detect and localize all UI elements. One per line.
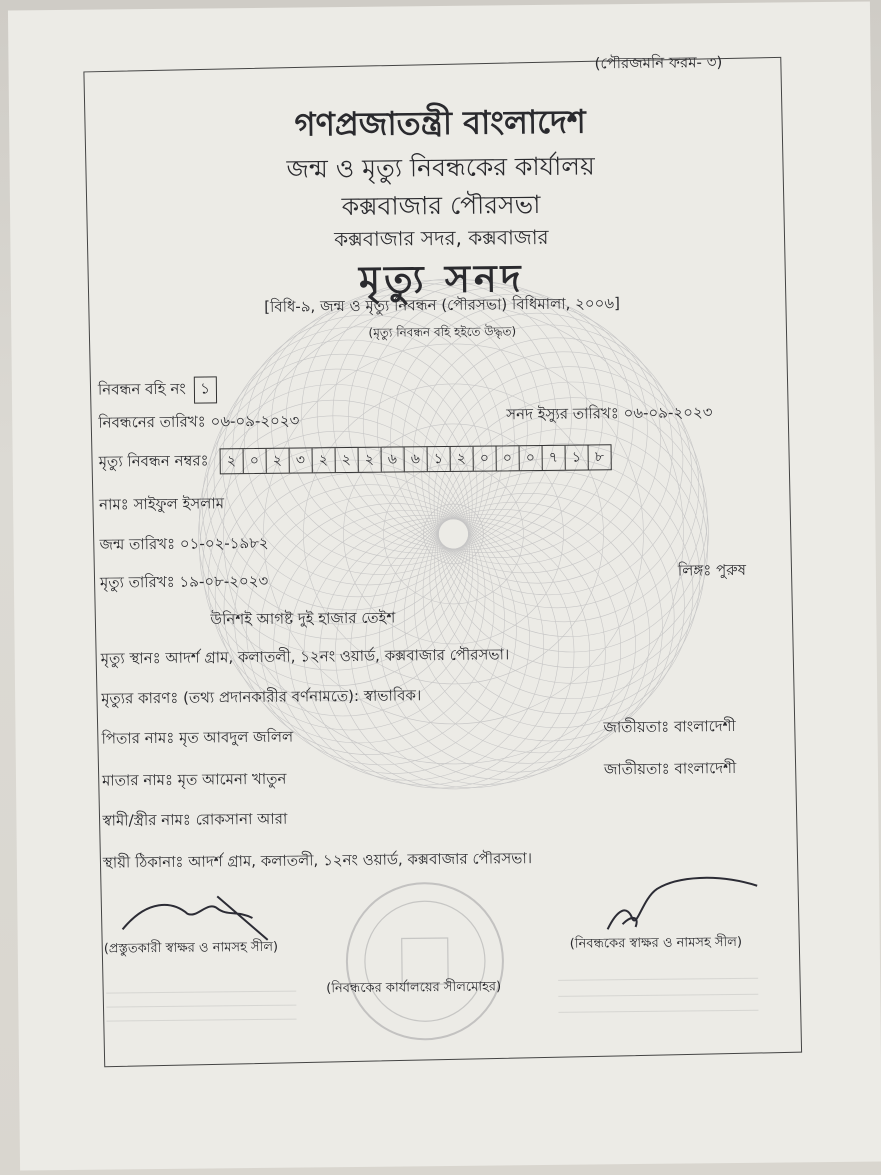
reg-digit-box: ০ [519, 446, 542, 470]
reg-digit-box: ৩ [289, 448, 312, 472]
reg-date-label: নিবন্ধনের তারিখঃ [98, 412, 206, 432]
reg-digit-box: ১ [565, 445, 588, 469]
birth-date-value: ০১-০২-১৯৮২ [179, 533, 269, 553]
issue-date-row [506, 401, 712, 428]
father-nationality-row [603, 715, 736, 741]
death-date-value: ১৯-০৮-২০২৩ [179, 571, 269, 591]
death-reg-no-digits [219, 444, 611, 474]
address-value: আদর্শ গ্রাম, কলাতলী, ১২নং ওয়ার্ড, কক্সবাজার পৌরসভা। [188, 849, 533, 871]
reg-digit-box: ০ [243, 449, 266, 473]
spouse-value: রোকসানা আরা [195, 809, 288, 829]
rule-reference: [বিধি-৯, জন্ম ও মৃত্যু নিবন্ধন (পৌরসভা) বিধিমালা, ২০০৬] [264, 294, 621, 316]
reg-digit-box: ৬ [404, 447, 427, 471]
father-label: পিতার নামঃ [101, 728, 175, 748]
registrar-seal-impression [558, 968, 759, 1030]
reg-digit-box: ৮ [594, 449, 605, 466]
sex-row [678, 559, 746, 585]
sex-label: লিঙ্গঃ [677, 561, 712, 580]
cause-value: স্বাভাবিক। [363, 686, 422, 705]
preparer-seal-impression [106, 983, 297, 1035]
registrar-signature [597, 868, 768, 940]
name-value: সাইফুল ইসলাম [133, 494, 225, 514]
book-no-value: ১ [193, 376, 216, 403]
country-name: গণপ্রজাতন্ত্রী বাংলাদেশ [294, 102, 586, 144]
mother-nationality-label: জাতীয়তাঃ [603, 759, 670, 779]
name-label: নামঃ [99, 495, 129, 514]
reg-digit-box: ২ [358, 448, 381, 472]
sex-value: পুরুষ [715, 560, 747, 580]
preparer-signature-caption: (প্রস্তুতকারী স্বাক্ষর ও নামসহ সীল) [103, 939, 279, 957]
extract-note: (মৃত্যু নিবন্ধন বহি হইতে উদ্ধৃত) [368, 324, 517, 340]
reg-digit-box: ২ [220, 449, 243, 473]
reg-digit-box: ২ [266, 449, 289, 473]
name-row [99, 492, 224, 518]
reg-digit-box: ২ [335, 448, 358, 472]
issue-date-label: সনদ ইস্যুর তারিখঃ [506, 404, 619, 424]
office-seal-caption: (নিবন্ধকের কার্যালয়ের সীলমোহর) [326, 979, 502, 997]
cause-row [101, 684, 421, 712]
mother-nationality-value: বাংলাদেশী [674, 758, 737, 778]
father-row [101, 726, 293, 753]
father-nationality-label: জাতীয়তাঃ [603, 717, 670, 737]
reg-date-value: ০৬-০৯-২০২৩ [210, 411, 300, 431]
reg-digit-box: ২ [450, 447, 473, 471]
death-place-label: মৃত্যু স্থানঃ [100, 648, 161, 668]
reg-digit-box: ২ [312, 448, 335, 472]
cause-label: মৃত্যুর কারণঃ (তথ্য প্রদানকারীর বর্ণনামতে): [101, 686, 360, 708]
reg-digit-box: ১ [427, 447, 450, 471]
death-reg-no-label: মৃত্যু নিবন্ধন নম্বরঃ [98, 451, 209, 471]
death-place-row [101, 643, 510, 672]
office-seal-stamp [339, 875, 511, 1047]
certificate-title: মৃত্যু সনদ [358, 256, 525, 302]
book-no-row [98, 376, 217, 404]
mother-nationality-row [604, 757, 737, 783]
district-name: কক্সবাজার সদর, কক্সবাজার [334, 224, 549, 252]
reg-digit-box: ০ [496, 446, 519, 470]
mother-row [102, 768, 287, 795]
death-date-in-words: উনিশই আগষ্ট দুই হাজার তেইশ [210, 608, 396, 629]
death-date-label: মৃত্যু তারিখঃ [99, 572, 175, 592]
reg-digit-box: ৬ [381, 447, 404, 471]
address-label: স্থায়ী ঠিকানাঃ [102, 852, 184, 872]
certificate-paper [8, 2, 881, 1171]
father-nationality-value: বাংলাদেশী [673, 716, 736, 736]
reg-digit-box: ৭ [542, 446, 565, 470]
death-place-value: আদর্শ গ্রাম, কলাতলী, ১২নং ওয়ার্ড, কক্সবাজার পৌরসভা। [165, 645, 510, 667]
issue-date-value: ০৬-০৯-২০২৩ [623, 403, 713, 423]
address-row [103, 847, 532, 876]
mother-value: মৃত আমেনা খাতুন [177, 769, 287, 789]
mother-label: মাতার নামঃ [101, 770, 174, 790]
book-no-label: নিবন্ধন বহি নং [97, 379, 186, 399]
death-reg-no-row [99, 444, 612, 475]
birth-date-row [99, 532, 268, 559]
spouse-label: স্বামী/স্ত্রীর নামঃ [102, 810, 191, 830]
reg-digit-box: ০ [473, 446, 496, 470]
reg-date-row [98, 410, 299, 437]
registrar-signature-caption: (নিবন্ধকের স্বাক্ষর ও নামসহ সীল) [569, 934, 743, 952]
municipality-name: কক্সবাজার পৌরসভা [341, 189, 541, 222]
birth-date-label: জন্ম তারিখঃ [99, 534, 176, 554]
father-value: মৃত আবদুল জলিল [178, 727, 294, 747]
office-name: জন্ম ও মৃত্যু নিবন্ধকের কার্যালয় [286, 151, 595, 184]
spouse-row [102, 808, 287, 835]
death-date-row [100, 570, 269, 597]
form-number: (পৌরজমনি ফরম- ৩) [594, 53, 723, 73]
